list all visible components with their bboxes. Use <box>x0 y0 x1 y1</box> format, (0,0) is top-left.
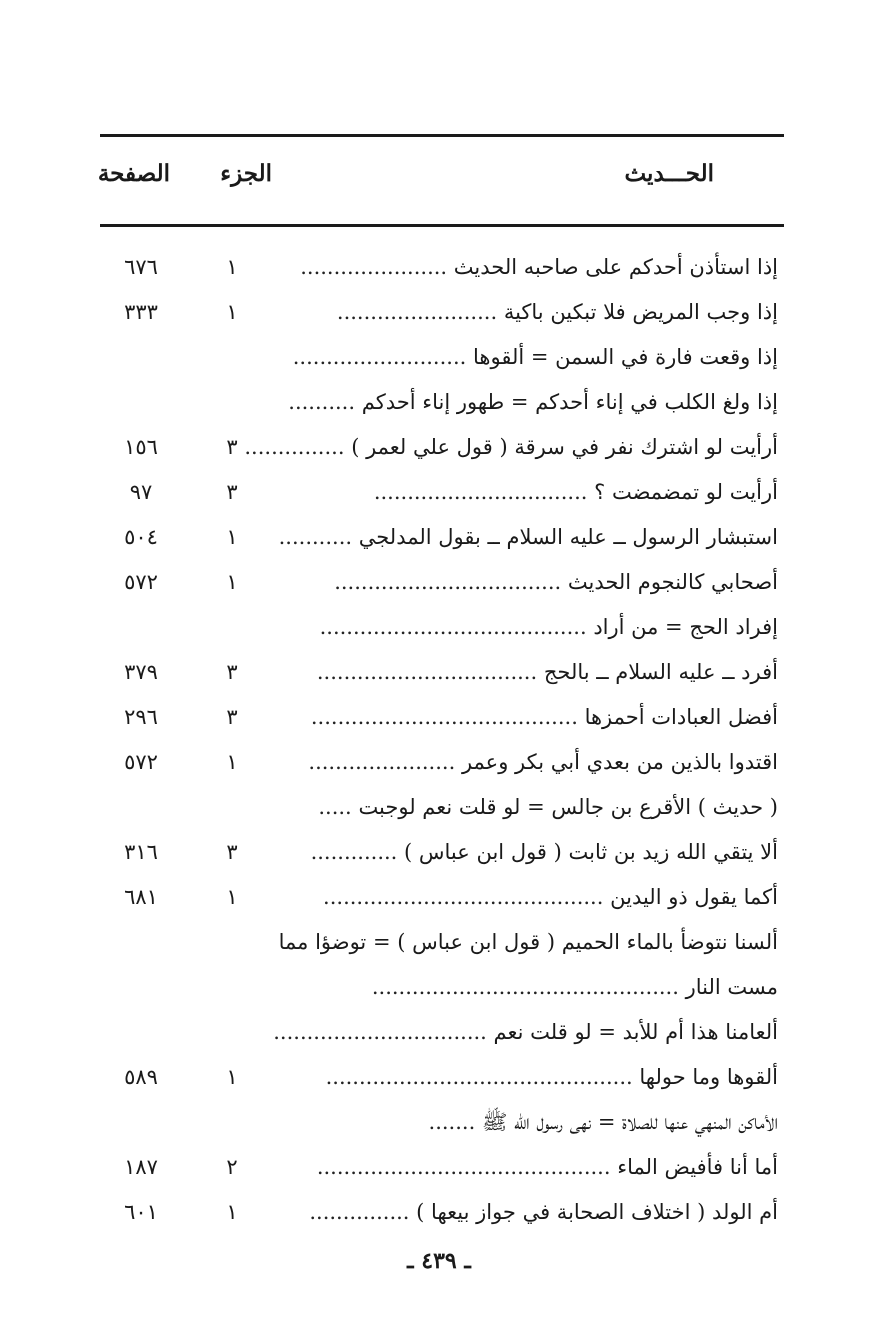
hadith-text: ألقوها وما حولها <box>639 1065 778 1089</box>
leader-dots: ...................... <box>308 750 456 774</box>
index-row <box>0 650 878 695</box>
leader-dots: ................................. <box>316 660 538 684</box>
index-row <box>0 965 878 1010</box>
hadith-entry <box>268 380 778 425</box>
header-page: الصفحة <box>97 160 170 187</box>
page-reference: ٩٧ <box>129 480 153 504</box>
hadith-entry <box>268 650 778 695</box>
volume-number: ١ <box>226 525 238 549</box>
hadith-text: أكما يقول ذو اليدين <box>610 885 778 909</box>
hadith-entry <box>268 560 778 605</box>
index-row <box>0 740 878 785</box>
index-row <box>0 1055 878 1100</box>
hadith-text: ألسنا نتوضأ بالماء الحميم ( قول ابن عباس ) = توضؤا مما <box>278 930 778 954</box>
leader-dots: .............................................. <box>371 975 679 999</box>
leader-dots: ........................................ <box>319 615 587 639</box>
leader-dots: .................................. <box>334 570 562 594</box>
header-hadith: الحـــديث <box>624 160 714 187</box>
hadith-entry <box>268 830 778 875</box>
hadith-entry <box>268 470 778 515</box>
hadith-entry <box>268 605 778 650</box>
volume-number: ٣ <box>226 705 238 729</box>
leader-dots: ............. <box>310 840 398 864</box>
top-rule <box>100 134 784 137</box>
hadith-text: أما أنا فأفيض الماء <box>617 1155 778 1179</box>
hadith-entry <box>268 515 778 560</box>
index-row <box>0 425 878 470</box>
leader-dots: .......................................... <box>323 885 604 909</box>
volume-number: ١ <box>226 750 238 774</box>
leader-dots: .............................................. <box>325 1065 633 1089</box>
index-row <box>0 245 878 290</box>
hadith-entry <box>268 740 778 785</box>
index-row <box>0 1190 878 1235</box>
page-reference: ٥٧٢ <box>124 750 158 774</box>
hadith-text: ( حديث ) الأقرع بن جالس = لو قلت نعم لوجبت <box>358 795 778 819</box>
volume-number: ١ <box>226 1200 238 1224</box>
hadith-text: إذا وقعت فارة في السمن = ألقوها <box>473 345 778 369</box>
index-row <box>0 695 878 740</box>
leader-dots: ..... <box>318 795 352 819</box>
index-row <box>0 470 878 515</box>
volume-number: ١ <box>226 1065 238 1089</box>
index-row <box>0 515 878 560</box>
page-number: ـ ٤٣٩ ـ <box>407 1248 471 1274</box>
index-row <box>0 335 878 380</box>
hadith-text: اقتدوا بالذين من بعدي أبي بكر وعمر <box>461 750 778 774</box>
page-reference: ١٨٧ <box>124 1155 158 1179</box>
index-row <box>0 1100 878 1145</box>
header-rule <box>100 224 784 227</box>
leader-dots: .......................... <box>292 345 467 369</box>
leader-dots: ............... <box>309 1200 410 1224</box>
hadith-text: أفرد ــ عليه السلام ــ بالحج <box>543 660 778 684</box>
hadith-entry <box>268 965 778 1010</box>
leader-dots: ...................... <box>300 255 448 279</box>
leader-dots: ........... <box>278 525 353 549</box>
hadith-text: أرأيت لو اشترك نفر في سرقة ( قول علي لعمر ) <box>351 435 778 459</box>
index-row <box>0 920 878 965</box>
index-row <box>0 1145 878 1190</box>
volume-number: ٣ <box>226 840 238 864</box>
leader-dots: ........................ <box>336 300 498 324</box>
page-reference: ٥٧٢ <box>124 570 158 594</box>
hadith-entry <box>268 290 778 335</box>
hadith-text: أفضل العبادات أحمزها <box>584 705 778 729</box>
hadith-entry <box>268 785 778 830</box>
volume-number: ١ <box>226 570 238 594</box>
page-reference: ٣٧٩ <box>124 660 158 684</box>
hadith-entry <box>268 335 778 380</box>
hadith-text: إفراد الحج = من أراد <box>593 615 778 639</box>
hadith-entry <box>268 1010 778 1055</box>
page-reference: ٢٩٦ <box>124 705 158 729</box>
hadith-text: استبشار الرسول ــ عليه السلام ــ بقول المدلجي <box>358 525 778 549</box>
hadith-entry <box>268 1100 778 1145</box>
page-reference: ٣٣٣ <box>124 300 158 324</box>
hadith-text: إذا وجب المريض فلا تبكين باكية <box>503 300 778 324</box>
index-row <box>0 560 878 605</box>
page-reference: ٥٨٩ <box>124 1065 158 1089</box>
index-row <box>0 875 878 920</box>
hadith-entry <box>244 425 778 470</box>
hadith-entry <box>268 1055 778 1100</box>
volume-number: ١ <box>226 255 238 279</box>
volume-number: ٣ <box>226 480 238 504</box>
index-row <box>0 380 878 425</box>
page-reference: ٣١٦ <box>124 840 158 864</box>
leader-dots: ........................................ <box>310 705 578 729</box>
header-volume: الجزء <box>220 160 272 187</box>
hadith-text: مست النار <box>685 975 778 999</box>
hadith-entry <box>268 245 778 290</box>
page-reference: ٦٠١ <box>124 1200 158 1224</box>
volume-number: ١ <box>226 885 238 909</box>
volume-number: ١ <box>226 300 238 324</box>
volume-number: ٢ <box>226 1155 238 1179</box>
index-row <box>0 785 878 830</box>
page-reference: ٦٧٦ <box>124 255 158 279</box>
volume-number: ٣ <box>226 435 238 459</box>
leader-dots: ............... <box>244 435 345 459</box>
page-reference: ٥٠٤ <box>124 525 158 549</box>
page-reference: ٦٨١ <box>124 885 158 909</box>
hadith-text: أم الولد ( اختلاف الصحابة في جواز بيعها ) <box>416 1200 778 1224</box>
hadith-text: أرأيت لو تمضمضت ؟ <box>594 480 778 504</box>
leader-dots: ....... <box>428 1110 476 1134</box>
hadith-entry <box>268 1190 778 1235</box>
hadith-entry <box>268 920 778 965</box>
index-row <box>0 830 878 875</box>
hadith-entry <box>268 875 778 920</box>
hadith-text: إذا ولغ الكلب في إناء أحدكم = طهور إناء أحدكم <box>361 390 778 414</box>
hadith-index-list <box>0 245 878 1235</box>
volume-number: ٣ <box>226 660 238 684</box>
hadith-text: ألا يتقي الله زيد بن ثابت ( قول ابن عباس ) <box>404 840 778 864</box>
hadith-text: الأماكن المنهي عنها للصلاة = نهى رسول الله ﷺ <box>481 1110 778 1134</box>
hadith-text: أصحابي كالنجوم الحديث <box>567 570 778 594</box>
leader-dots: ................................ <box>273 1020 487 1044</box>
page-reference: ١٥٦ <box>124 435 158 459</box>
hadith-text: إذا استأذن أحدكم على صاحبه الحديث <box>453 255 778 279</box>
index-row <box>0 290 878 335</box>
leader-dots: ............................................ <box>316 1155 611 1179</box>
leader-dots: ................................ <box>373 480 588 504</box>
hadith-entry <box>268 695 778 740</box>
hadith-entry <box>268 1145 778 1190</box>
index-row <box>0 605 878 650</box>
leader-dots: .......... <box>288 390 356 414</box>
index-row <box>0 1010 878 1055</box>
hadith-text: ألعامنا هذا أم للأبد = لو قلت نعم <box>493 1020 778 1044</box>
